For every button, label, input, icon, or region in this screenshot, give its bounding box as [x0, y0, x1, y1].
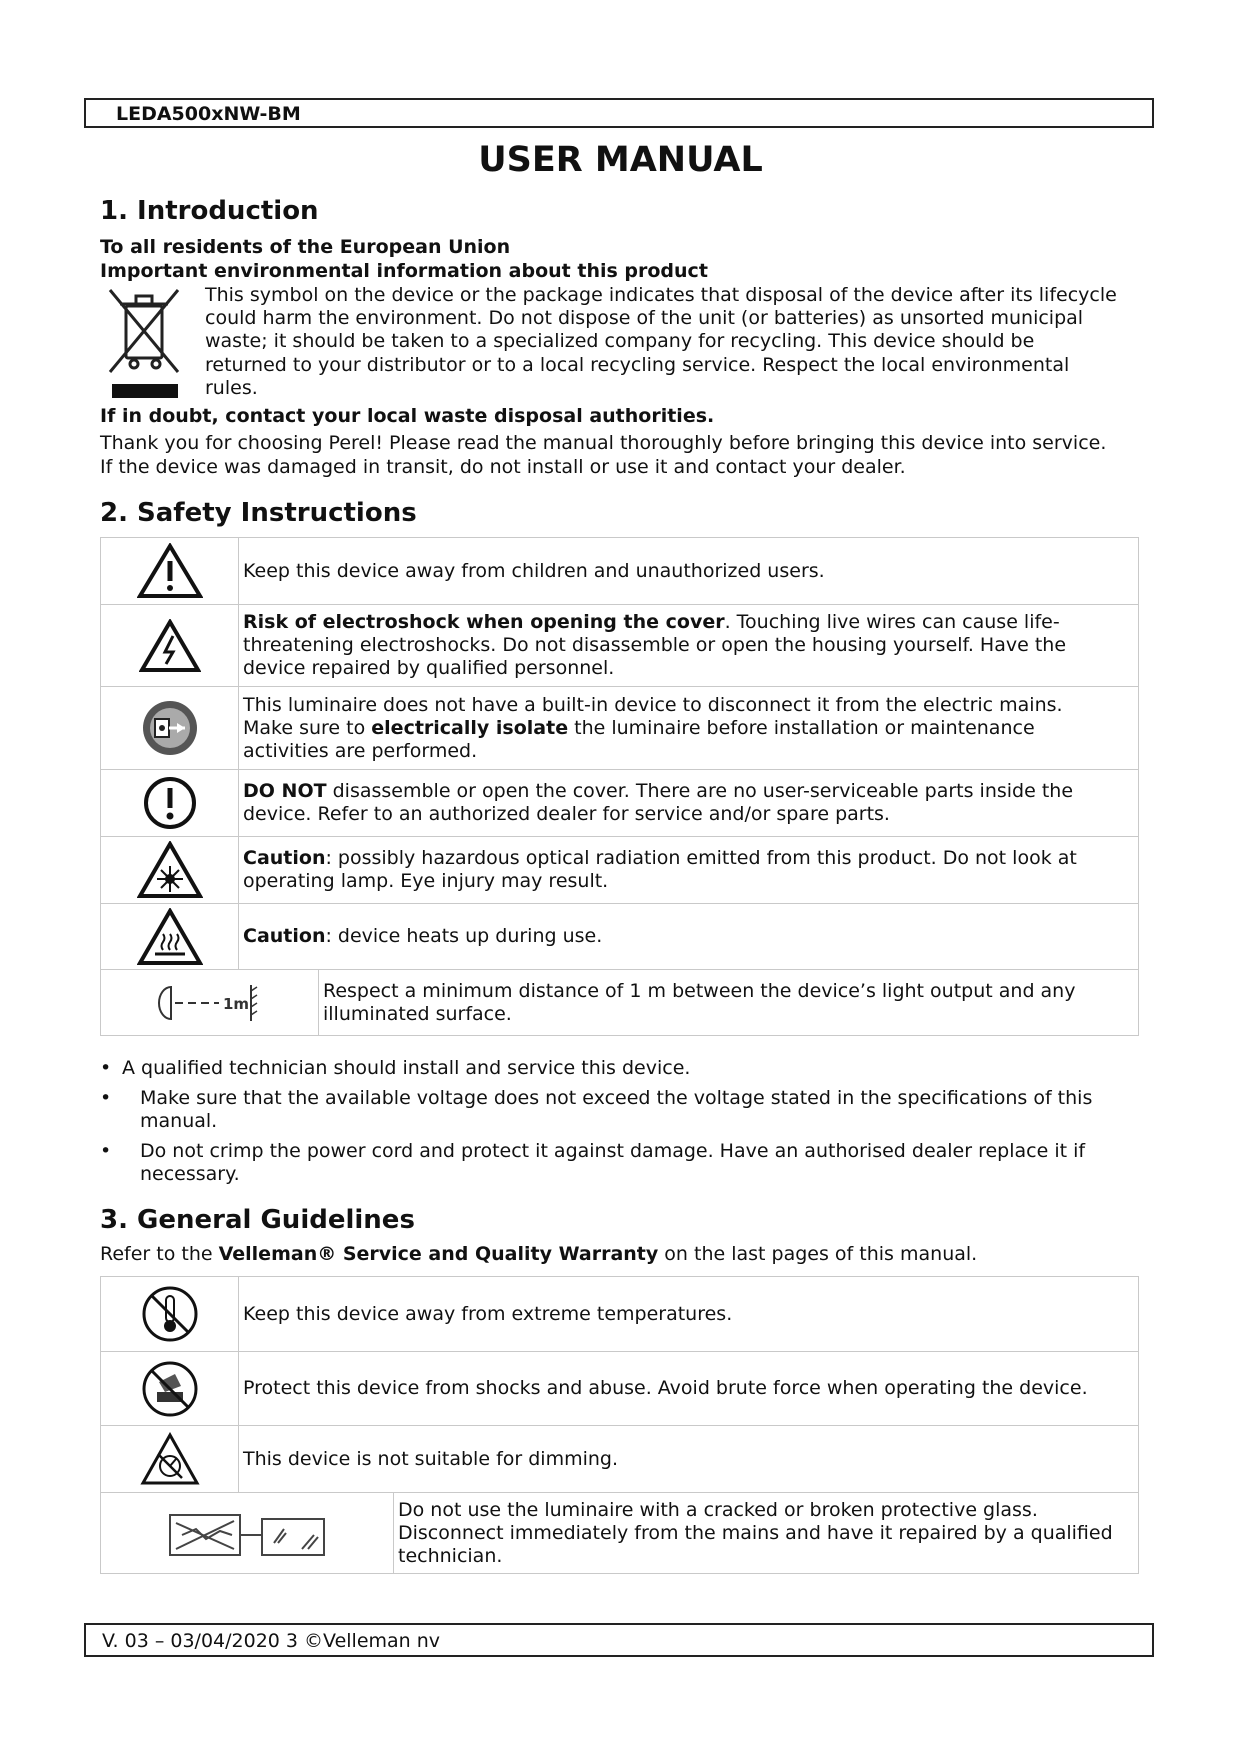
table-row — [101, 538, 1139, 605]
guideline-icon-cell — [101, 1426, 239, 1493]
distance-icon — [155, 981, 265, 1025]
safety-icon-cell — [101, 538, 239, 605]
weee-text-5: rules. — [205, 377, 258, 399]
safety-icon-cell — [101, 770, 239, 837]
guideline-icon-cell — [101, 1352, 239, 1426]
safety-text-cell: Risk of electroshock when opening the cover. Touching live wires can cause life- threatening electroshocks. Do not disassemble or open the housing yourself. Have the device repaired by qualified personnel. — [239, 605, 1139, 687]
guideline-icon-cell — [101, 1277, 239, 1352]
guideline-icon-cell — [101, 1493, 394, 1574]
guideline-text-cell: Keep this device away from extreme temperatures. — [239, 1277, 1139, 1352]
weee-text-2: could harm the environment. Do not dispose of the unit (or batteries) as unsorted municipal — [205, 307, 1084, 329]
bullet-dot: • — [100, 1140, 112, 1162]
safety-text-cell: DO NOT disassemble or open the cover. There are no user-serviceable parts inside the device. Refer to an authorized dealer for service and/or spare parts. — [239, 770, 1139, 837]
intro-heading: 1. Introduction — [100, 196, 319, 226]
weee-text-4: returned to your distributor or to a local recycling service. Respect the local environmental — [205, 354, 1070, 376]
safety-heading: 2. Safety Instructions — [100, 498, 417, 528]
safety-text-cell: Respect a minimum distance of 1 m between the device’s light output and any illuminated surface. — [319, 970, 1139, 1036]
model-label: LEDA500xNW-BM — [116, 103, 301, 125]
broken-glass-icon — [162, 1505, 332, 1561]
env-line: Important environmental information about this product — [100, 260, 708, 282]
list-item: • Make sure that the available voltage does not exceed the voltage stated in the specifications of this manual. — [100, 1087, 1093, 1132]
hot-surface-icon — [137, 908, 203, 966]
table-row — [101, 1493, 1139, 1574]
weee-text-3: waste; it should be taken to a specialized company for recycling. This device should be — [205, 330, 1035, 352]
safety-icon-cell — [101, 687, 239, 770]
safety-text-cell: This luminaire does not have a built-in device to disconnect it from the electric mains. Make sure to electrically isolate the luminaire before installation or maintenance activities are performed. — [239, 687, 1139, 770]
safety-bullets — [100, 1057, 1140, 1190]
table-row — [101, 770, 1139, 837]
laser-icon — [137, 841, 203, 899]
footer-text: V. 03 – 03/04/2020 3 ©Velleman nv — [102, 1630, 441, 1652]
safety-text-cell: Caution: possibly hazardous optical radiation emitted from this product. Do not look at operating lamp. Eye injury may result. — [239, 837, 1139, 904]
safety-icon-cell — [101, 837, 239, 904]
footer-box — [84, 1623, 1154, 1657]
table-row — [101, 904, 1139, 970]
no-shock-icon — [141, 1360, 199, 1418]
no-dimming-icon — [140, 1432, 200, 1486]
warning-icon — [137, 543, 203, 599]
thanks-line-1: Thank you for choosing Perel! Please read the manual thoroughly before bringing this device into service. — [100, 432, 1107, 454]
table-row — [101, 687, 1139, 770]
no-extreme-temperature-icon — [141, 1285, 199, 1343]
disconnect-icon — [141, 699, 199, 757]
table-row — [101, 1352, 1139, 1426]
distance-icon-label: 1m — [222, 994, 249, 1013]
safety-icon-cell — [101, 904, 239, 970]
header-box — [84, 98, 1154, 128]
guideline-text-cell: This device is not suitable for dimming. — [239, 1426, 1139, 1493]
guidelines-heading: 3. General Guidelines — [100, 1205, 415, 1235]
page-title: USER MANUAL — [478, 140, 763, 180]
thanks-line-2: If the device was damaged in transit, do not install or use it and contact your dealer. — [100, 456, 906, 478]
eu-line: To all residents of the European Union — [100, 236, 511, 258]
list-item: • A qualified technician should install and service this device. — [100, 1057, 691, 1079]
safety-icon-cell — [101, 970, 319, 1036]
guideline-text-cell: Do not use the luminaire with a cracked or broken protective glass. Disconnect immediately from the mains and have it repaired by a qualified technician. — [394, 1493, 1139, 1574]
guideline-text-cell: Protect this device from shocks and abuse. Avoid brute force when operating the device. — [239, 1352, 1139, 1426]
safety-text-cell: Keep this device away from children and unauthorized users. — [239, 538, 1139, 605]
safety-icon-cell — [101, 605, 239, 687]
bullet-dot: • — [100, 1087, 112, 1109]
bullet-dot: • — [100, 1057, 112, 1079]
doubt-line: If in doubt, contact your local waste disposal authorities. — [100, 405, 715, 427]
weee-text-1: This symbol on the device or the package indicates that disposal of the device after its lifecycle — [205, 284, 1117, 306]
list-item: • Do not crimp the power cord and protect it against damage. Have an authorised dealer replace it if necessary. — [100, 1140, 1086, 1185]
table-row — [101, 837, 1139, 904]
safety-text-cell: Caution: device heats up during use. — [239, 904, 1139, 970]
table-row — [101, 605, 1139, 687]
weee-bin-icon — [104, 286, 184, 400]
exclamation-icon — [142, 775, 198, 831]
electroshock-icon — [139, 619, 201, 673]
guidelines-table — [100, 1276, 1139, 1574]
safety-table — [100, 537, 1139, 1036]
table-row — [101, 970, 1139, 1036]
table-row — [101, 1426, 1139, 1493]
table-row — [101, 1277, 1139, 1352]
warranty-reference: Refer to the Velleman® Service and Quality Warranty on the last pages of this manual. — [100, 1243, 978, 1265]
